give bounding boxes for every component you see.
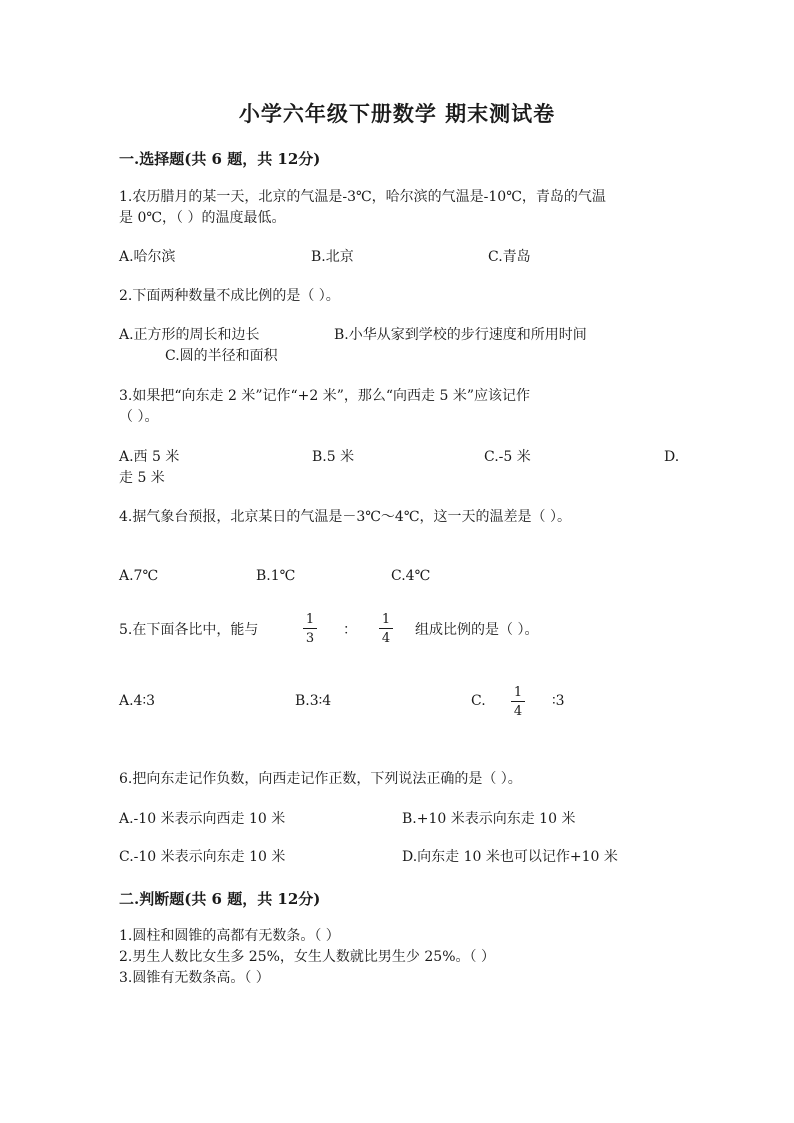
fraction-bar [303,628,317,629]
option-b: B.北京 [311,249,354,265]
question-text: 1.农历腊月的某一天，北京的气温是-3℃，哈尔滨的气温是-10℃，青岛的气温 [119,189,606,205]
judgement-item-1: 1.圆柱和圆锥的高都有无数条。（ ） [119,928,340,944]
option-a: A.西 5 米 [119,449,180,465]
fraction-numerator: 1 [305,612,315,627]
option-c: C. [471,693,486,709]
fraction-numerator: 1 [381,612,391,627]
option-c: C.4℃ [391,568,431,584]
question-text: 6.把向东走记作负数，向西走记作正数，下列说法正确的是（ ）。 [119,771,522,787]
fraction-one-third [302,612,318,646]
option-d: D. [664,449,680,465]
question-text: 2.下面两种数量不成比例的是（ ）。 [119,288,340,304]
option-b: B.1℃ [256,568,296,584]
option-b: B.3∶4 [295,693,332,709]
option-c-ratio: ∶3 [552,693,565,709]
option-a: A.7℃ [119,568,159,584]
section-heading-judgement: 二.判断题(共 6 题，共 12分) [119,890,321,908]
option-a: A.正方形的周长和边长 [119,327,260,343]
fraction-bar [379,628,393,629]
section-heading-choice: 一.选择题(共 6 题，共 12分) [119,150,321,168]
question-text: （ ）。 [119,409,159,425]
question-text: 4.据气象台预报，北京某日的气温是－3℃～4℃，这一天的温差是（ ）。 [119,509,571,525]
fraction-denominator: 3 [305,631,315,646]
question-text: 是 0℃，（ ）的温度最低。 [119,210,286,226]
question-text: 3.如果把“向东走 2 米”记作“+2 米”，那么“向西走 5 米”应该记作 [119,388,531,404]
judgement-item-3: 3.圆锥有无数条高。（ ） [119,970,270,986]
option-c: C.-5 米 [484,449,531,465]
judgement-item-2: 2.男生人数比女生多 25%，女生人数就比男生少 25%。（ ） [119,949,495,965]
ratio-colon: ： [343,622,357,638]
fraction-numerator: 1 [513,685,523,700]
option-d-continued: 走 5 米 [119,470,165,486]
option-a: A.4∶3 [119,693,156,709]
option-c: C.青岛 [488,249,531,265]
fraction-one-fourth [510,685,526,719]
question-text: 组成比例的是（ ）。 [415,622,539,638]
fraction-one-fourth [378,612,394,646]
fraction-denominator: 4 [381,631,391,646]
option-c: C.-10 米表示向东走 10 米 [119,849,286,865]
option-b: B.+10 米表示向东走 10 米 [402,811,576,827]
option-b: B.5 米 [312,449,355,465]
option-a: A.-10 米表示向西走 10 米 [119,811,286,827]
question-text: 5.在下面各比中，能与 [119,622,259,638]
option-a: A.哈尔滨 [119,249,176,265]
fraction-denominator: 4 [513,704,523,719]
option-d: D.向东走 10 米也可以记作+10 米 [402,849,618,865]
fraction-bar [511,701,525,702]
page-title: 小学六年级下册数学 期末测试卷 [238,101,556,126]
option-b: B.小华从家到学校的步行速度和所用时间 [334,327,587,343]
option-c: C.圆的半径和面积 [165,348,278,364]
